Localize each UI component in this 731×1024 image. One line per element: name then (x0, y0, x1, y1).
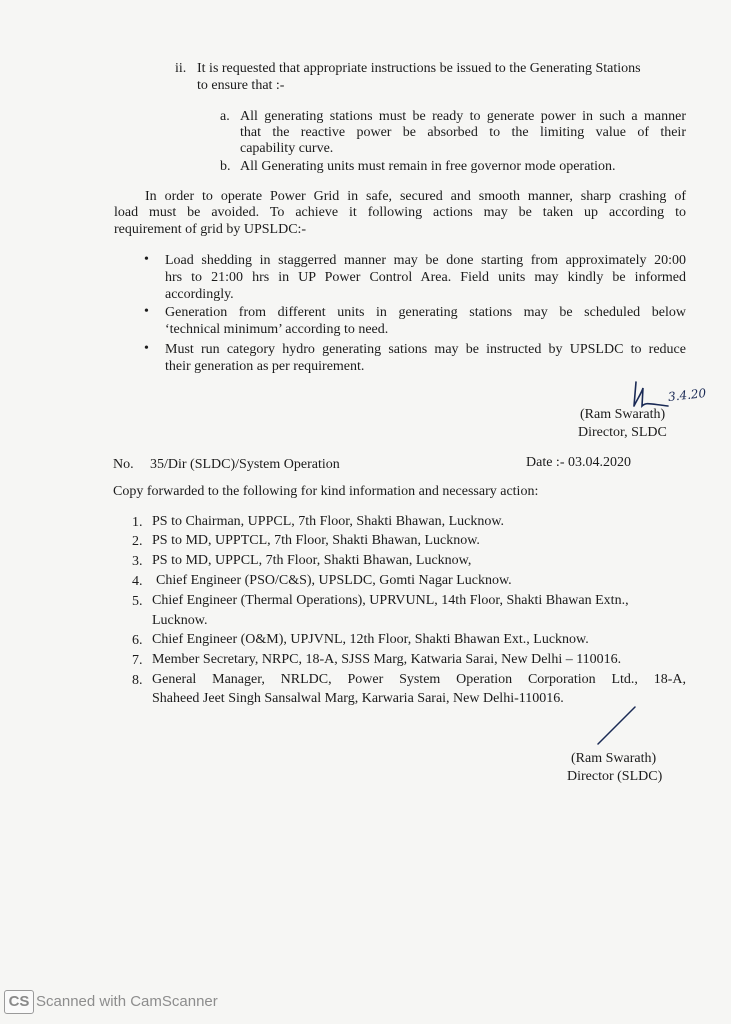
recipient-number: 1. (132, 515, 143, 530)
recipient-number: 2. (132, 534, 143, 549)
bullet-1-line1: Load shedding in staggerred manner may be done starting from approximately 20:00 (165, 253, 686, 268)
sub-item-b-line1: All Generating units must remain in free governor mode operation. (240, 159, 616, 174)
recipient-number: 4. (132, 574, 143, 589)
signature-scribble-2 (594, 704, 640, 746)
signature1-designation: Director, SLDC (578, 425, 667, 440)
camscanner-text: Scanned with CamScanner (36, 993, 218, 1010)
bullet-1-line2: hrs to 21:00 hrs in UP Power Control Area. Field units may kindly be informed (165, 270, 686, 285)
recipient-line: Chief Engineer (O&M), UPJVNL, 12th Floor, Shakti Bhawan Ext., Lucknow. (152, 632, 589, 647)
recipient-number: 7. (132, 653, 143, 668)
sub-item-a-line2: that the reactive power be absorbed to the limiting value of their (240, 125, 686, 140)
bullet-dot: • (144, 341, 149, 356)
instruction-ii-line2: to ensure that :- (197, 78, 285, 93)
bullet-2-line1: Generation from different units in generating stations may be scheduled below (165, 305, 686, 320)
paragraph-line2: load must be avoided. To achieve it following actions may be taken up according to (114, 205, 686, 220)
camscanner-logo: CS (4, 990, 34, 1014)
bullet-3-line1: Must run category hydro generating sations may be instructed by UPSLDC to reduce (165, 342, 686, 357)
bullet-2-line2: ‘technical minimum’ according to need. (165, 322, 389, 337)
recipient-line: Lucknow. (152, 613, 208, 628)
instruction-ii-marker: ii. (175, 61, 187, 76)
recipient-line: Chief Engineer (Thermal Operations), UPRVUNL, 14th Floor, Shakti Bhawan Extn., (152, 593, 629, 608)
recipient-line: Shaheed Jeet Singh Sansalwal Marg, Karwaria Sarai, New Delhi-110016. (152, 691, 564, 706)
recipient-number: 3. (132, 554, 143, 569)
bullet-1-line3: accordingly. (165, 287, 234, 302)
recipient-line: PS to MD, UPPCL, 7th Floor, Shakti Bhawan, Lucknow, (152, 553, 472, 568)
reference-no-value: 35/Dir (SLDC)/System Operation (150, 457, 340, 472)
bullet-dot: • (144, 304, 149, 319)
bullet-dot: • (144, 252, 149, 267)
recipient-line: PS to MD, UPPTCL, 7th Floor, Shakti Bhawan, Lucknow. (152, 533, 480, 548)
reference-no-label: No. (113, 457, 134, 472)
signature-date-scribble: 3.4.20 (667, 386, 707, 404)
sub-item-b-marker: b. (220, 159, 231, 174)
signature2-designation: Director (SLDC) (567, 769, 663, 784)
sub-item-a-line1: All generating stations must be ready to generate power in such a manner (240, 109, 686, 124)
bullet-3-line2: their generation as per requirement. (165, 359, 365, 374)
recipient-number: 6. (132, 633, 143, 648)
instruction-ii-line1: It is requested that appropriate instructions be issued to the Generating Stations (197, 61, 641, 76)
paragraph-line1: In order to operate Power Grid in safe, secured and smooth manner, sharp crashing of (145, 189, 686, 204)
sub-item-a-marker: a. (220, 109, 230, 124)
recipient-line: Chief Engineer (PSO/C&S), UPSLDC, Gomti Nagar Lucknow. (156, 573, 512, 588)
copy-forward-line: Copy forwarded to the following for kind information and necessary action: (113, 484, 539, 499)
signature1-name: (Ram Swarath) (580, 407, 666, 422)
sub-item-a-line3: capability curve. (240, 141, 334, 156)
reference-date: Date :- 03.04.2020 (526, 455, 631, 470)
recipient-line: General Manager, NRLDC, Power System Operation Corporation Ltd., 18-A, (152, 672, 686, 687)
recipient-line: Member Secretary, NRPC, 18-A, SJSS Marg, Katwaria Sarai, New Delhi – 110016. (152, 652, 622, 667)
paragraph-line3: requirement of grid by UPSLDC:- (114, 222, 307, 237)
recipient-number: 8. (132, 673, 143, 688)
signature2-name: (Ram Swarath) (571, 751, 657, 766)
recipient-number: 5. (132, 594, 143, 609)
recipient-line: PS to Chairman, UPPCL, 7th Floor, Shakti Bhawan, Lucknow. (152, 514, 505, 529)
